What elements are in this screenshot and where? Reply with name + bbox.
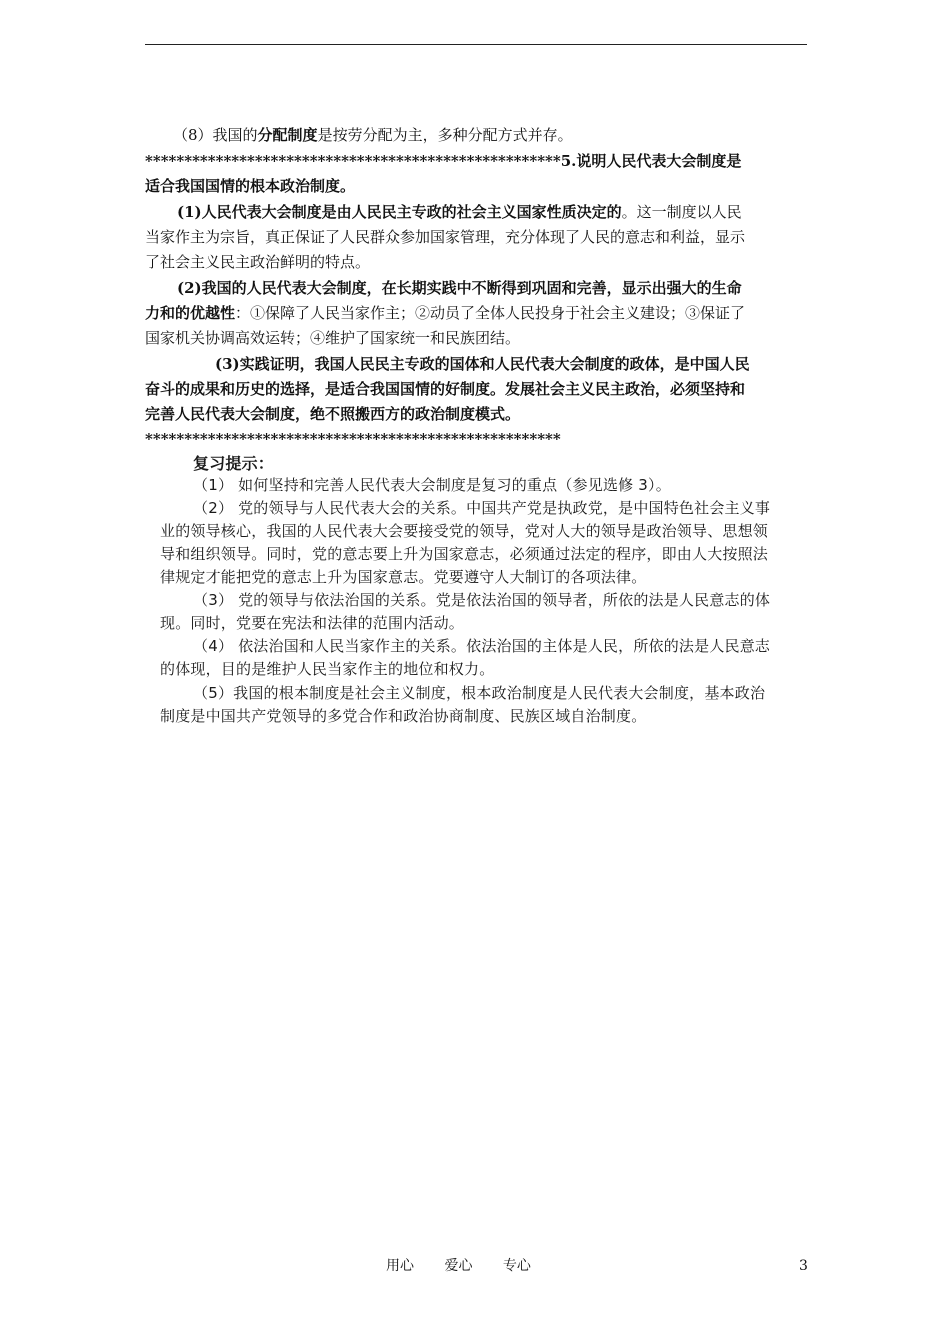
section-5-heading-line1: *****************************************************5.说明人民代表大会制度是: [145, 152, 742, 170]
p1-line3: 了社会主义民主政治鲜明的特点。: [145, 253, 371, 271]
p1-line1: [177, 199, 842, 225]
page-number: 3: [799, 1258, 808, 1274]
p2-rest: ：①保障了人民当家作主；②动员了全体人民投身于社会主义建设；③保证了: [235, 304, 746, 322]
p2-line3: 国家机关协调高效运转；④维护了国家统一和民族团结。: [145, 329, 521, 347]
review-tip-5-line1: （5）我国的根本制度是社会主义制度，根本政治制度是人民代表大会制度，基本政治: [193, 684, 766, 702]
review-tip-2-line4: 律规定才能把党的意志上升为国家意志。党要遵守人大制订的各项法律。: [160, 568, 647, 586]
item-8-prefix: （8）我国的: [173, 126, 258, 144]
review-tip-3-line1: （3） 党的领导与依法治国的关系。党是依法治国的领导者，所依的法是人民意志的体: [193, 591, 771, 609]
footer-motto-3: 专心: [502, 1258, 531, 1274]
review-tip-3-line2: 现。同时，党要在宪法和法律的范围内活动。: [160, 614, 465, 632]
review-tip-2-line1: （2） 党的领导与人民代表大会的关系。中国共产党是执政党，是中国特色社会主义事: [193, 499, 771, 517]
review-tip-5-line2: 制度是中国共产党领导的多党合作和政治协商制度、民族区域自治制度。: [160, 707, 647, 725]
footer-motto-1: 用心: [386, 1258, 414, 1274]
stars-divider: *****************************************************: [145, 430, 561, 448]
p2-bold: 力和的优越性: [145, 304, 236, 322]
review-tip-1: （1） 如何坚持和完善人民代表大会制度是复习的重点（参见选修 3）。: [193, 476, 671, 494]
review-tip-4-line1: （4） 依法治国和人民当家作主的关系。依法治国的主体是人民，所依的法是人民意志: [193, 637, 771, 655]
item-8-suffix: 是按劳分配为主，多种分配方式并存。: [317, 126, 573, 144]
footer-motto-2: 爱心: [444, 1258, 473, 1274]
p3-line1: (3)实践证明，我国人民民主专政的国体和人民代表大会制度的政体，是中国人民: [215, 355, 750, 373]
review-tip-4-line2: 的体现，目的是维护人民当家作主的地位和权力。: [160, 660, 495, 678]
p2-line2: [145, 300, 810, 326]
p1-line2: 当家作主为宗旨，真正保证了人民群众参加国家管理，充分体现了人民的意志和利益，显示: [145, 228, 746, 246]
p1-rest: 。这一制度以人民: [621, 203, 742, 221]
p2-line1: (2)我国的人民代表大会制度，在长期实践中不断得到巩固和完善，显示出强大的生命: [177, 279, 742, 297]
p3-line2: 奋斗的成果和历史的选择，是适合我国国情的好制度。发展社会主义民主政治，必须坚持和: [145, 380, 746, 398]
p1-bold: (1)人民代表大会制度是由人民民主专政的社会主义国家性质决定的: [177, 203, 622, 221]
review-tip-2-line2: 业的领导核心，我国的人民代表大会要接受党的领导，党对人大的领导是政治领导、思想领: [160, 522, 769, 540]
section-5-heading-line2: 适合我国国情的根本政治制度。: [145, 177, 356, 195]
review-title: 复习提示：: [193, 454, 275, 473]
item-8-bold-term: 分配制度: [257, 126, 318, 144]
footer-motto: [386, 1256, 557, 1276]
header-rule: [145, 44, 807, 45]
review-tip-2-line3: 导和组织领导。同时，党的意志要上升为国家意志，必须通过法定的程序，即由人大按照法: [160, 545, 769, 563]
p3-line3: 完善人民代表大会制度，绝不照搬西方的政治制度模式。: [145, 405, 521, 423]
item-8-line: [173, 122, 838, 148]
